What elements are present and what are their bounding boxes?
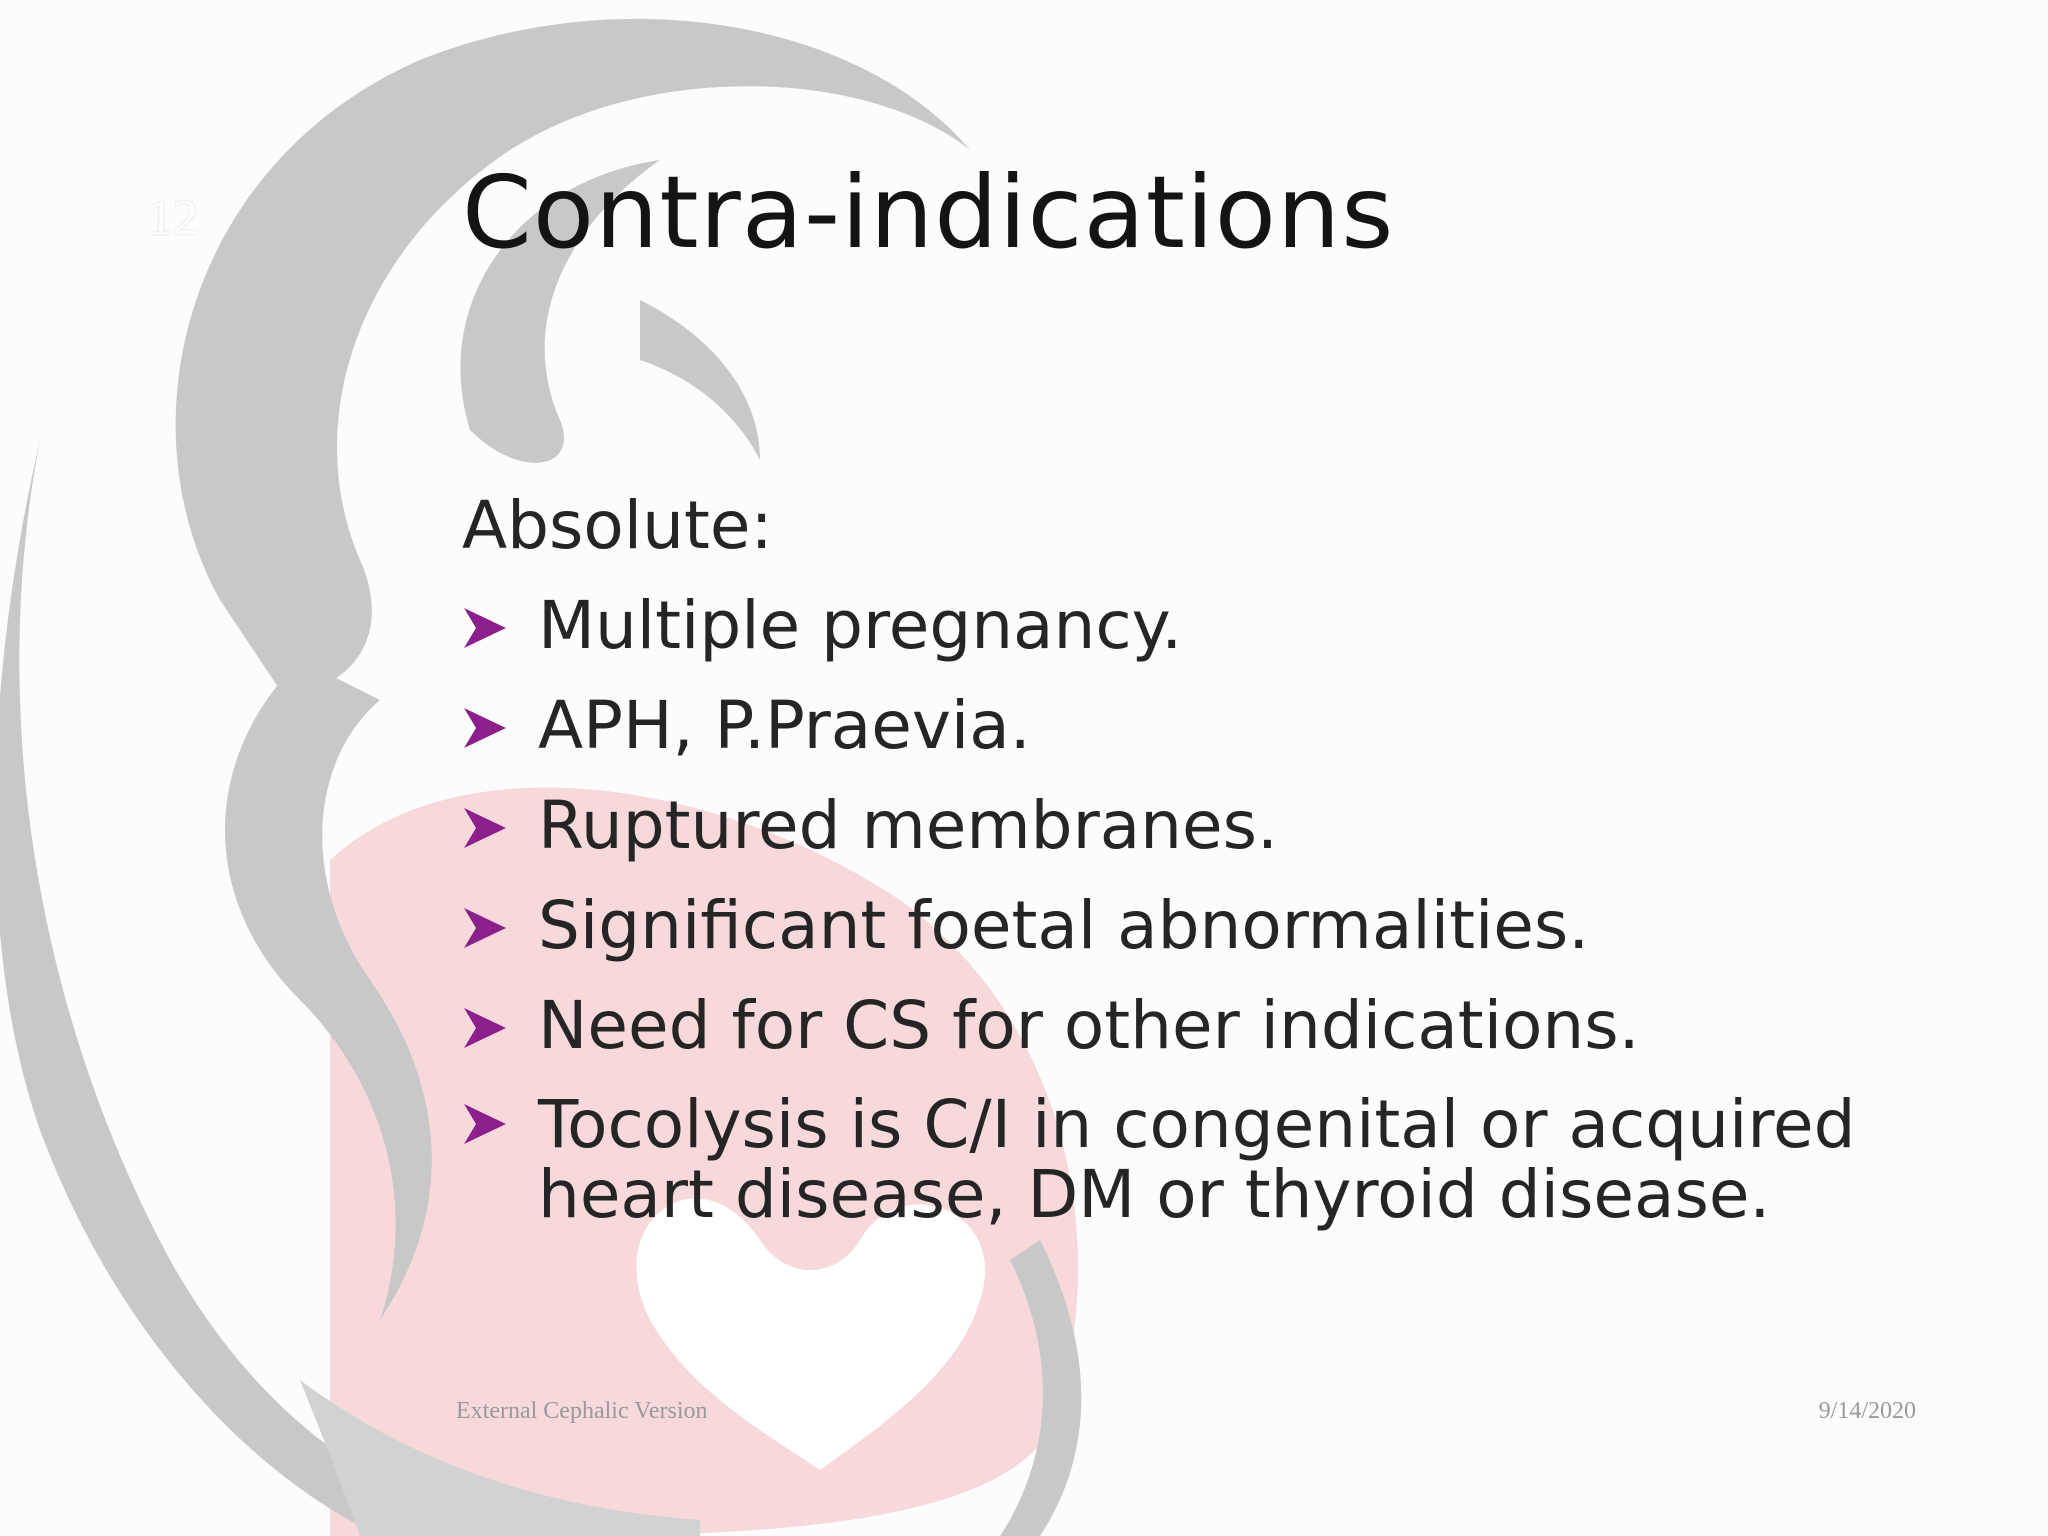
bullet-list [462, 576, 1892, 1233]
footer-presentation-title: External Cephalic Version [456, 1398, 708, 1424]
slide-body [462, 478, 1892, 1233]
bullet-item [462, 676, 1892, 776]
slide-title: Contra-indications [462, 154, 1395, 271]
arrowhead-icon [462, 806, 508, 850]
bullet-text: Significant foetal abnormalities. [538, 887, 1590, 964]
bullet-item [462, 976, 1892, 1076]
bullet-text: Multiple pregnancy. [538, 587, 1183, 664]
arrowhead-icon [462, 706, 508, 750]
bullet-text: Ruptured membranes. [538, 787, 1278, 864]
bullet-item [462, 876, 1892, 976]
bullet-item [462, 576, 1892, 676]
arrowhead-icon [462, 1006, 508, 1050]
bullet-item [462, 1076, 1892, 1233]
face-outline [640, 300, 760, 460]
arrowhead-icon [462, 906, 508, 950]
section-heading: Absolute: [462, 487, 773, 564]
bullet-text: Need for CS for other indications. [538, 987, 1640, 1064]
bullet-text: APH, P.Praevia. [538, 687, 1031, 764]
bullet-text: Tocolysis is C/I in congenital or acquired heart disease, DM or thyroid disease. [538, 1086, 1856, 1233]
arrowhead-icon [462, 606, 508, 650]
footer-date: 9/14/2020 [1818, 1398, 1916, 1424]
slide-number: 12 [148, 189, 198, 245]
bullet-item [462, 776, 1892, 876]
arrowhead-icon [462, 1102, 508, 1146]
